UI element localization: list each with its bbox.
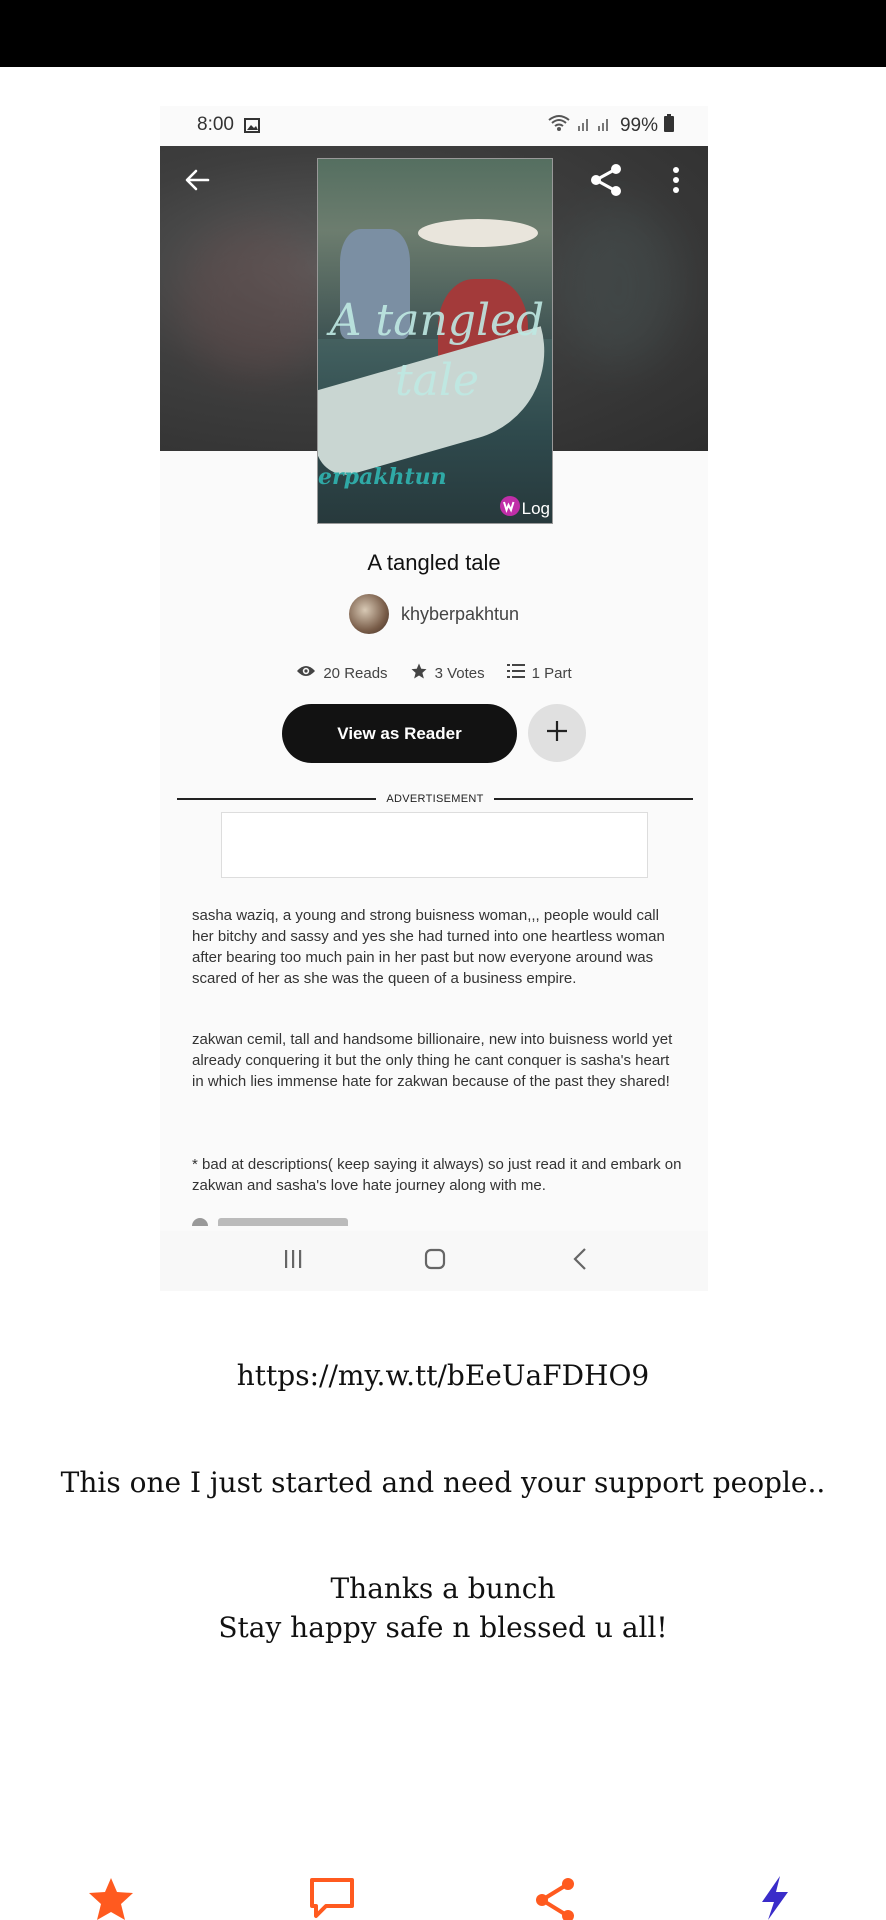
story-title: A tangled tale	[367, 550, 501, 575]
description-paragraph: zakwan cemil, tall and handsome billionaire, new into buisness world yet already conquering it but the only thing he cant conquer is sasha's heart in which lies immense hate for zakwan because of the past they shared!	[192, 1031, 673, 1090]
view-as-reader-button[interactable]: View as Reader	[282, 704, 517, 763]
image-notification-icon	[244, 117, 260, 139]
comment-button[interactable]	[304, 1876, 360, 1920]
recents-icon	[282, 1248, 304, 1275]
votes-count: 3 Votes	[434, 664, 485, 682]
parts-stat	[507, 663, 572, 683]
post-text: This one I just started and need your support people..	[60, 1466, 826, 1499]
author-row[interactable]	[160, 594, 708, 634]
post-text: Thanks a bunch	[330, 1572, 556, 1605]
author-name[interactable]: khyberpakhtun	[400, 603, 520, 624]
avatar[interactable]	[349, 594, 389, 634]
story-stats	[160, 662, 708, 684]
book-cover[interactable]	[317, 158, 553, 524]
divider-line	[177, 798, 376, 800]
plus-icon	[545, 719, 569, 748]
comment-icon	[308, 1876, 356, 1920]
star-icon	[87, 1876, 135, 1920]
share-icon	[531, 1876, 579, 1920]
description-paragraph: sasha waziq, a young and strong buisness woman,,, people would call her bitchy and sassy and yes she had turned into one heartless woman after bearing too much pain in her past but now everyone around was scared of her as she was the queen of a business empire.	[192, 907, 665, 987]
back-arrow-icon	[184, 168, 210, 197]
more-vertical-icon	[672, 167, 680, 198]
advertisement-label: ADVERTISEMENT	[386, 793, 484, 805]
cover-author: erpakhtun	[318, 464, 447, 490]
add-to-library-button[interactable]	[528, 704, 586, 762]
battery-percent: 99%	[619, 115, 658, 136]
status-right	[548, 114, 674, 138]
cover-art	[418, 219, 538, 247]
embedded-screenshot	[160, 106, 708, 1291]
cut-off-text	[218, 1218, 348, 1226]
parts-count: 1 Part	[531, 664, 572, 682]
cover-logo	[500, 496, 550, 521]
post-text: Stay happy safe n blessed u all!	[218, 1611, 668, 1644]
truncated-content	[192, 1218, 362, 1226]
reads-stat	[296, 664, 387, 682]
list-icon	[507, 663, 525, 683]
eye-icon	[296, 664, 316, 682]
ad-slot[interactable]	[221, 812, 648, 878]
vote-button[interactable]	[83, 1876, 139, 1920]
share-post-button[interactable]	[527, 1876, 583, 1920]
battery-icon	[664, 114, 674, 138]
cut-off-icon	[192, 1218, 208, 1226]
share-icon	[589, 163, 623, 202]
backdrop-blur	[180, 226, 330, 376]
wifi-icon	[548, 114, 570, 138]
more-options-button[interactable]	[654, 160, 698, 204]
boost-button[interactable]	[746, 1876, 802, 1920]
home-button[interactable]	[405, 1231, 465, 1291]
status-time: 8:00	[197, 114, 234, 135]
divider-line	[494, 798, 693, 800]
advertisement-divider	[177, 793, 693, 805]
votes-stat	[410, 662, 485, 684]
backdrop-blur	[558, 206, 678, 366]
cover-title: A tangled tale	[329, 295, 545, 406]
system-back-button[interactable]	[550, 1231, 610, 1291]
signal-icon	[576, 114, 614, 138]
bolt-icon	[754, 1876, 794, 1920]
back-button[interactable]	[175, 160, 219, 204]
description-paragraph: * bad at descriptions( keep saying it always) so just read it and embark on zakwan and sasha's love hate journey along with me.	[192, 1156, 682, 1194]
wattpad-logo-icon	[500, 496, 520, 521]
top-black-bar	[0, 0, 886, 67]
share-button[interactable]	[584, 160, 628, 204]
star-icon	[410, 662, 428, 684]
home-icon	[423, 1247, 447, 1276]
story-link[interactable]: https://my.w.tt/bEeUaFDHO9	[236, 1359, 650, 1392]
cover-logo-text: Log	[521, 498, 550, 518]
system-nav-bar	[160, 1231, 708, 1291]
recents-button[interactable]	[263, 1231, 323, 1291]
status-bar	[160, 106, 708, 146]
back-chevron-icon	[572, 1247, 588, 1276]
reads-count: 20 Reads	[323, 664, 388, 682]
